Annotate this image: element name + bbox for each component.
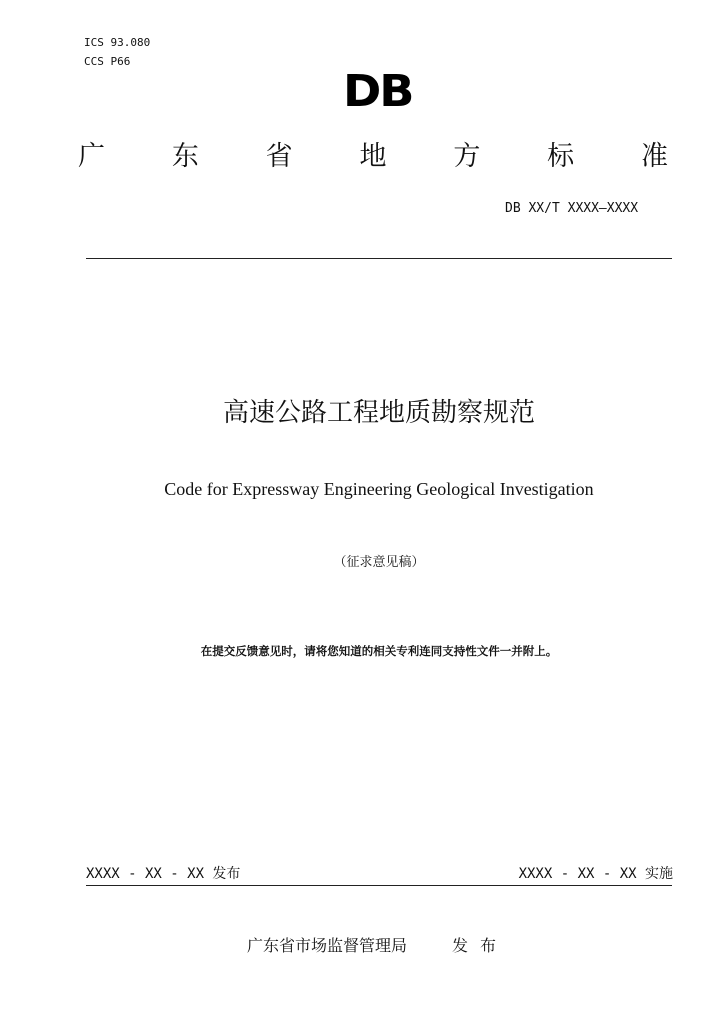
- standard-title-char: 省: [265, 141, 293, 172]
- standard-title: [78, 140, 668, 174]
- db-logo: [343, 66, 423, 117]
- publisher-name: 广东省市场监督管理局: [247, 936, 408, 955]
- standard-title-char: 准: [640, 141, 668, 172]
- patent-notice: 在提交反馈意见时，请将您知道的相关专利连同支持性文件一并附上。: [200, 644, 558, 658]
- bottom-divider: [86, 885, 672, 886]
- ccs-code: CCS P66: [84, 55, 131, 68]
- standard-title-char: 地: [359, 141, 387, 172]
- publish-label: 发布: [452, 936, 509, 955]
- top-divider: [86, 258, 672, 259]
- standard-title-char: 东: [171, 141, 199, 172]
- standard-title-char: 方: [453, 141, 481, 172]
- draft-label: （征求意见稿）: [333, 555, 425, 570]
- db-logo-text: DB: [343, 66, 413, 117]
- implementation-date: XXXX - XX - XX 实施: [518, 866, 673, 882]
- document-title-english: Code for Expressway Engineering Geological Investigation: [164, 479, 594, 499]
- standard-title-char: 广: [78, 141, 105, 172]
- standard-title-char: 标: [547, 141, 575, 172]
- issue-date: XXXX - XX - XX 发布: [86, 866, 241, 882]
- standard-number: DB XX/T XXXX—XXXX: [505, 201, 639, 216]
- ics-code: ICS 93.080: [84, 36, 151, 49]
- document-title-chinese: 高速公路工程地质勘察规范: [222, 398, 535, 428]
